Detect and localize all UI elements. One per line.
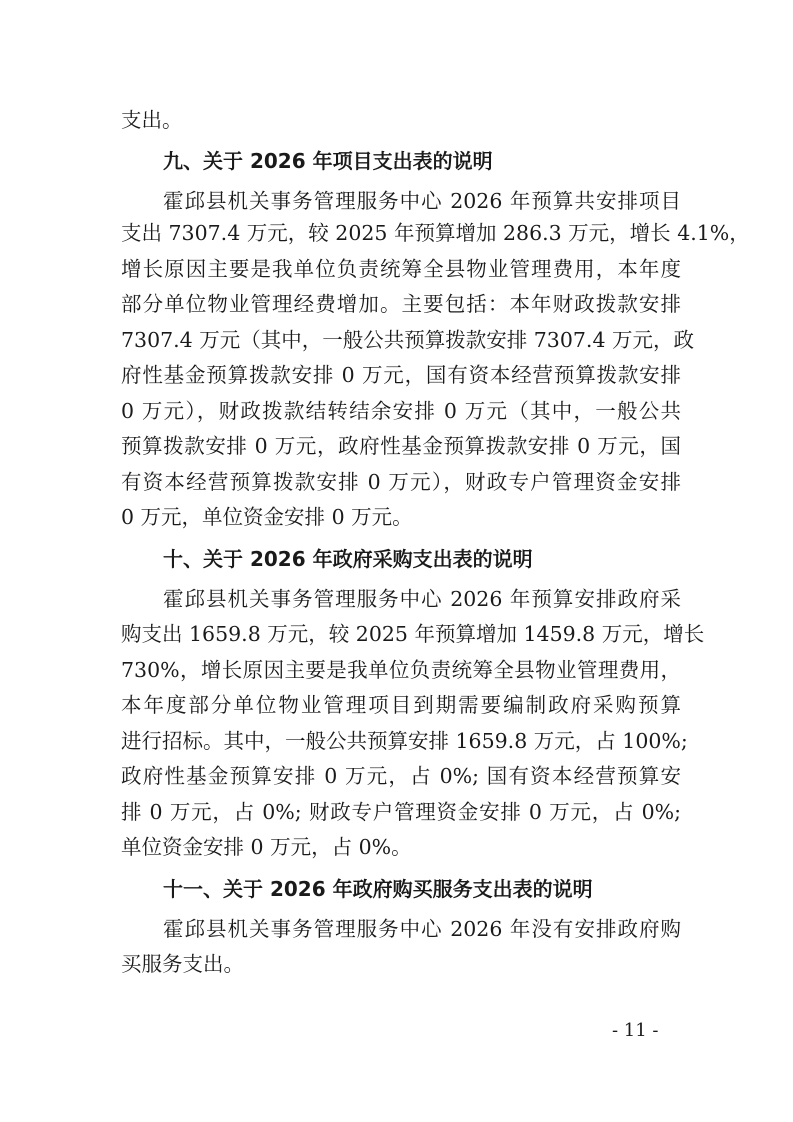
text-line-21: 单位资金安排 0 万元，占 0%。 [121, 835, 412, 859]
text-line-17: 本年度部分单位物业管理项目到期需要编制政府采购预算 [121, 693, 681, 717]
text-line-23: 霍邱县机关事务管理服务中心 2026 年没有安排政府购 [163, 917, 681, 941]
text-line-11: 有资本经营预算拨款安排 0 万元），财政专户管理资金安排 [121, 470, 681, 494]
text-line-9: 0 万元），财政拨款结转结余安排 0 万元（其中，一般公共 [121, 399, 681, 423]
page-number: - 11 - [612, 1020, 659, 1041]
text-line-10: 预算拨款安排 0 万元，政府性基金预算拨款安排 0 万元，国 [121, 434, 681, 458]
text-line-6: 部分单位物业管理经费增加。主要包括：本年财政拨款安排 [121, 292, 681, 316]
section-heading-9: 九、关于 2026 年项目支出表的说明 [163, 149, 493, 173]
text-line-18: 进行招标。其中，一般公共预算安排 1659.8 万元，占 100%; [121, 729, 688, 753]
text-line-24: 买服务支出。 [121, 952, 244, 976]
text-line-19: 政府性基金预算安排 0 万元，占 0%; 国有资本经营预算安 [121, 764, 681, 788]
text-line-16: 730%，增长原因主要是我单位负责统筹全县物业管理费用， [121, 658, 681, 682]
text-line-15: 购支出 1659.8 万元，较 2025 年预算增加 1459.8 万元，增长 [121, 622, 705, 646]
section-heading-11: 十一、关于 2026 年政府购买服务支出表的说明 [163, 877, 593, 901]
text-line-4: 支出 7307.4 万元，较 2025 年预算增加 286.3 万元，增长 4.1%， [121, 221, 750, 245]
text-line-8: 府性基金预算拨款安排 0 万元，国有资本经营预算拨款安排 [121, 363, 681, 387]
text-line-3: 霍邱县机关事务管理服务中心 2026 年预算共安排项目 [163, 189, 681, 213]
text-line-20: 排 0 万元，占 0%; 财政专户管理资金安排 0 万元，占 0%; [121, 800, 681, 824]
text-line-12: 0 万元，单位资金安排 0 万元。 [121, 505, 413, 529]
text-line-14: 霍邱县机关事务管理服务中心 2026 年预算安排政府采 [163, 587, 681, 611]
text-line-1: 支出。 [121, 108, 183, 132]
text-line-5: 增长原因主要是我单位负责统筹全县物业管理费用，本年度 [121, 257, 681, 281]
text-line-7: 7307.4 万元（其中，一般公共预算拨款安排 7307.4 万元，政 [121, 328, 695, 352]
section-heading-10: 十、关于 2026 年政府采购支出表的说明 [163, 547, 533, 571]
